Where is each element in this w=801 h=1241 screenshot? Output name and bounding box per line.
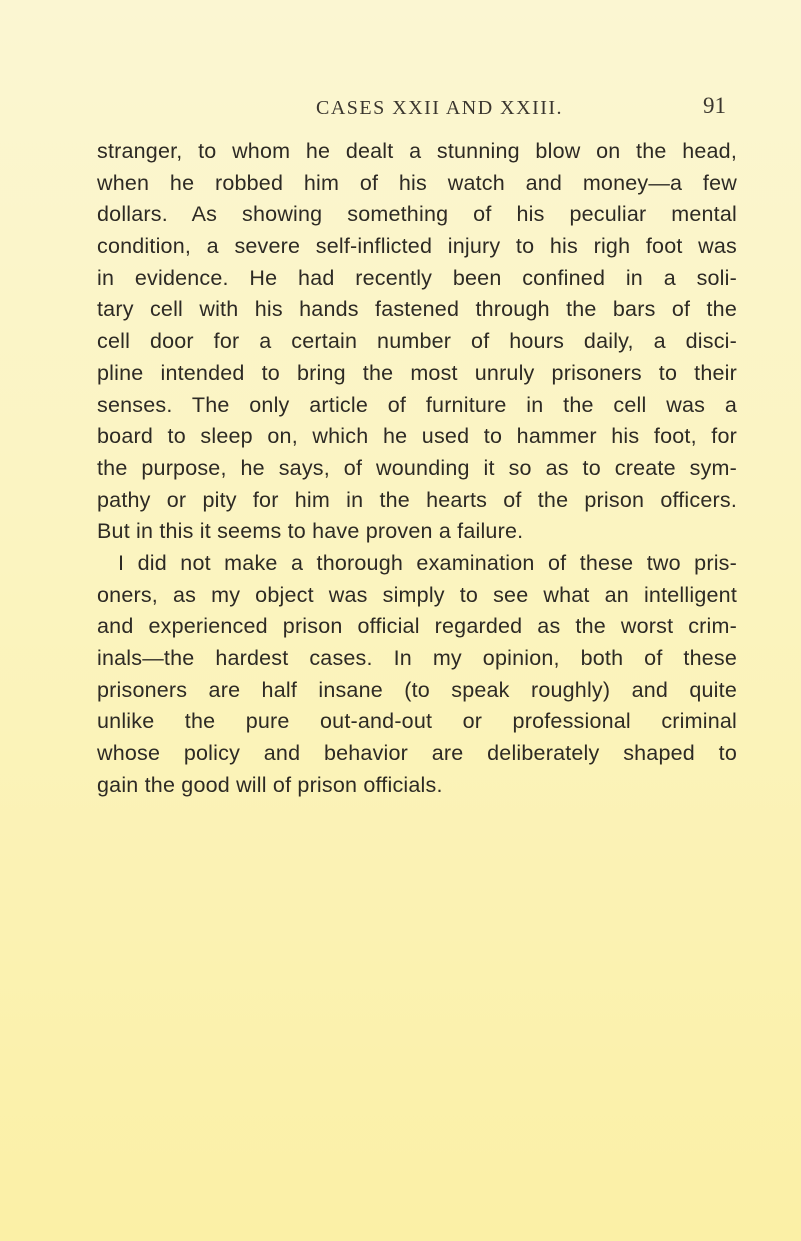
text-line: board to sleep on, which he used to hammer his foot, for xyxy=(97,424,737,449)
running-title: CASES XXII AND XXIII. xyxy=(316,97,564,119)
text-line: oners, as my object was simply to see what an intelligent xyxy=(97,582,737,607)
text-line: prisoners are half insane (to speak roughly) and quite xyxy=(97,677,737,702)
text-line: stranger, to whom he dealt a stunning blow on the head, xyxy=(97,139,737,163)
text-line: condition, a severe self-inflicted injury to his righ foot was xyxy=(97,234,737,259)
text-line: cell door for a certain number of hours daily, a disci- xyxy=(97,329,737,354)
text-line: But in this it seems to have proven a failure. xyxy=(97,519,524,544)
body-text xyxy=(97,136,737,801)
text-line: gain the good will of prison officials. xyxy=(97,772,443,797)
text-line: unlike the pure out-and-out or professional criminal xyxy=(97,709,737,734)
text-line: I did not make a thorough examination of these two pris- xyxy=(118,550,737,575)
text-line: dollars. As showing something of his peculiar mental xyxy=(97,202,737,227)
text-line: pathy or pity for him in the hearts of the prison officers. xyxy=(97,487,737,512)
text-line: whose policy and behavior are deliberately shaped to xyxy=(97,741,737,766)
text-line: and experienced prison official regarded as the worst crim- xyxy=(97,614,737,639)
text-line: inals—the hardest cases. In my opinion, both of these xyxy=(97,646,737,670)
running-head xyxy=(0,93,801,123)
text-line: the purpose, he says, of wounding it so as to create sym- xyxy=(97,455,737,480)
text-line: when he robbed him of his watch and money—a few xyxy=(97,170,737,195)
text-line: senses. The only article of furniture in the cell was a xyxy=(97,392,737,417)
page-number: 91 xyxy=(703,93,726,118)
text-line: tary cell with his hands fastened through the bars of the xyxy=(97,297,737,322)
text-line: pline intended to bring the most unruly prisoners to their xyxy=(97,360,737,385)
text-line: in evidence. He had recently been confined in a soli- xyxy=(97,265,737,290)
